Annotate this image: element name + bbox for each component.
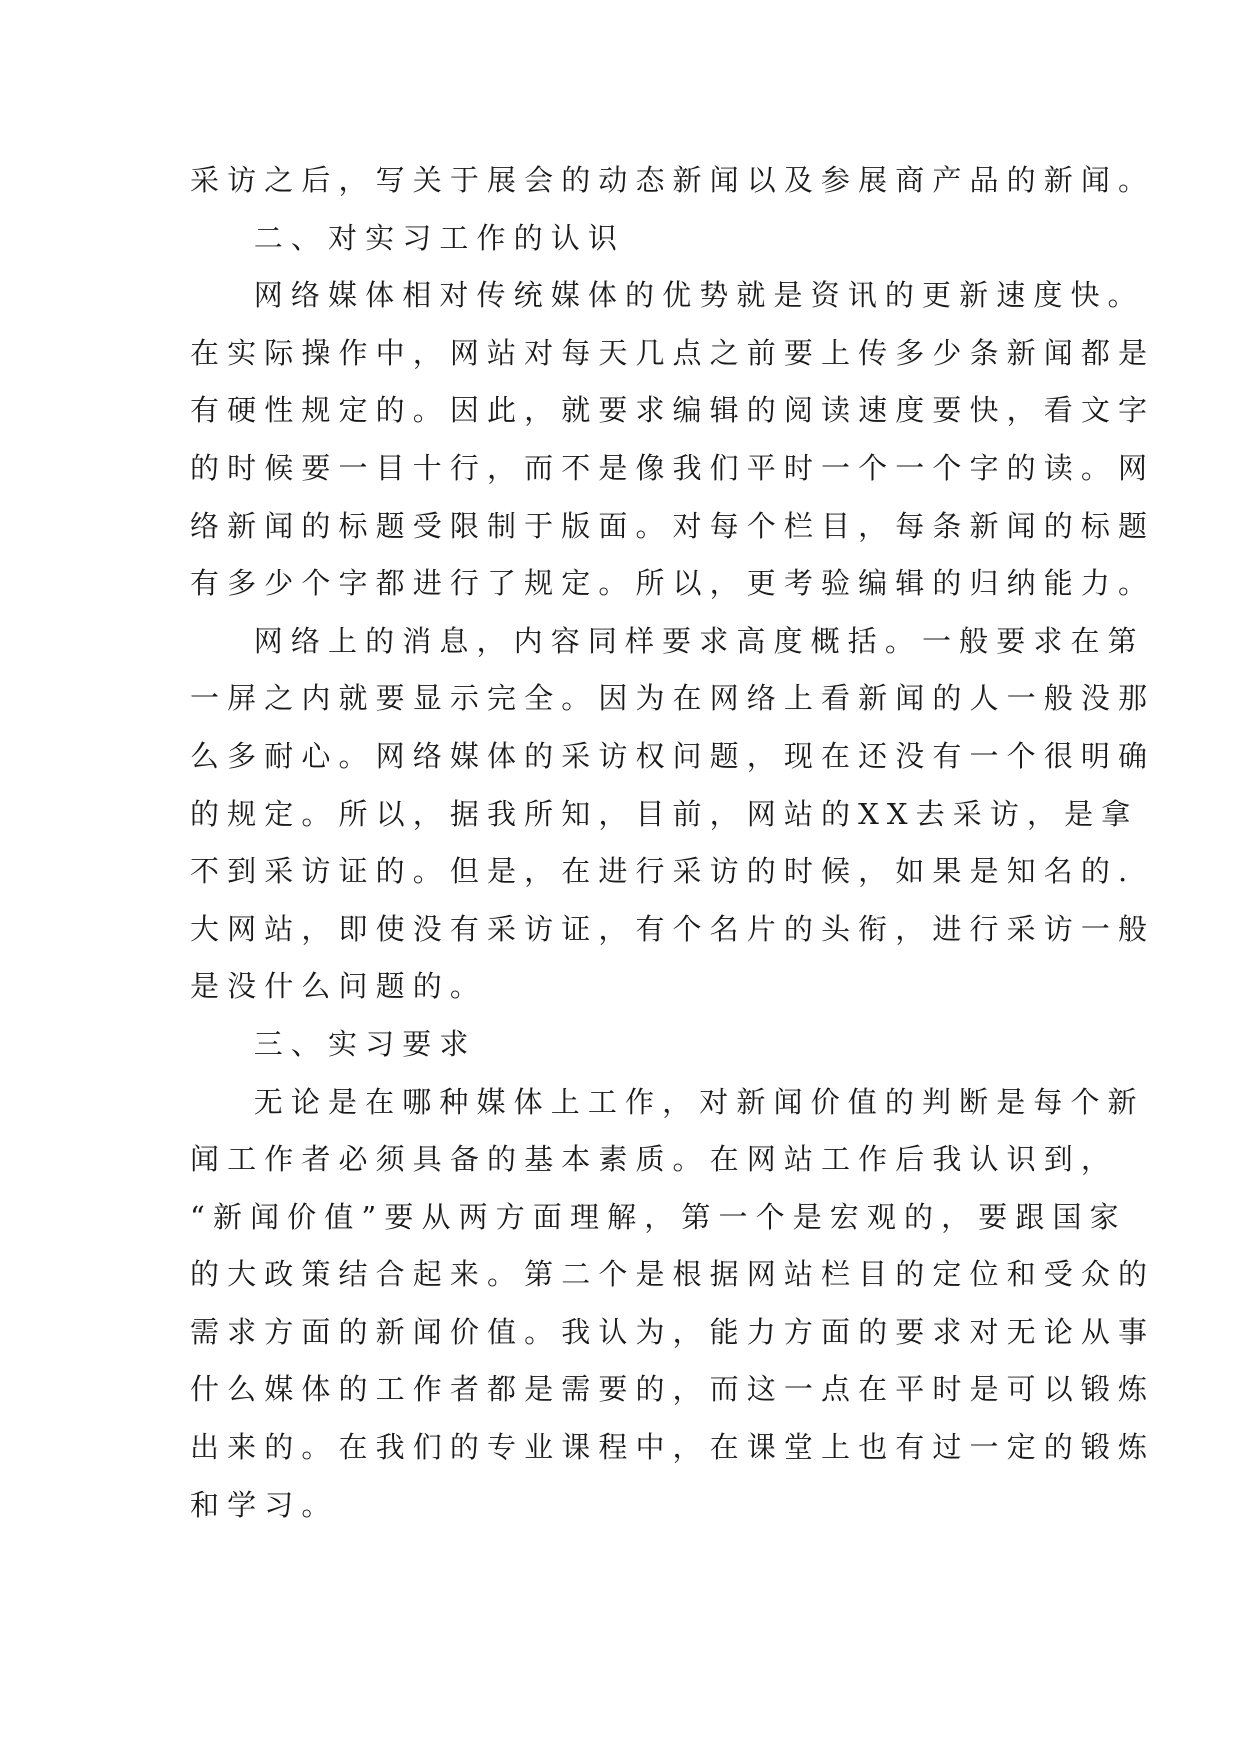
paragraph-line: 大网站，即使没有采访证，有个名片的头衔，进行采访一般 — [190, 911, 1156, 946]
document-body — [190, 152, 1156, 1534]
paragraph-line: 络新闻的标题受限制于版面。对每个栏目，每条新闻的标题 — [190, 508, 1156, 543]
paragraph-line: 网络媒体相对传统媒体的优势就是资讯的更新速度快。 — [253, 278, 1145, 313]
paragraph-line: 是没什么问题的。 — [190, 969, 487, 1004]
paragraph-line: 不到采访证的。但是，在进行采访的时候，如果是知名的. — [190, 854, 1136, 889]
paragraph-line: 一屏之内就要显示完全。因为在网络上看新闻的人一般没那 — [190, 681, 1156, 716]
paragraph-line: 的规定。所以，据我所知，目前，网站的XX去采访，是拿 — [190, 796, 1139, 831]
paragraph-line: 么多耐心。网络媒体的采访权问题，现在还没有一个很明确 — [190, 738, 1156, 773]
paragraph-line: “新闻价值”要从两方面理解，第一个是宏观的，要跟国家 — [190, 1199, 1127, 1234]
paragraph-line: 出来的。在我们的专业课程中，在课堂上也有过一定的锻炼 — [190, 1430, 1156, 1465]
paragraph-line: 的时候要一目十行，而不是像我们平时一个一个字的读。网 — [190, 450, 1156, 485]
section-heading-requirements: 三、实习要求 — [253, 1026, 477, 1061]
paragraph-line: 在实际操作中，网站对每天几点之前要上传多少条新闻都是 — [190, 335, 1156, 370]
paragraph-line: 和学习。 — [190, 1487, 339, 1522]
paragraph-line: 网络上的消息，内容同样要求高度概括。一般要求在第 — [253, 623, 1145, 658]
paragraph-line: 有多少个字都进行了规定。所以，更考验编辑的归纳能力。 — [190, 566, 1156, 601]
section-heading-understanding: 二、对实习工作的认识 — [253, 220, 625, 255]
paragraph-line: 闻工作者必须具备的基本素质。在网站工作后我认识到， — [190, 1142, 1119, 1177]
paragraph-line: 有硬性规定的。因此，就要求编辑的阅读速度要快，看文字 — [190, 393, 1156, 428]
paragraph-line: 需求方面的新闻价值。我认为，能力方面的要求对无论从事 — [190, 1314, 1156, 1349]
paragraph-line: 什么媒体的工作者都是需要的，而这一点在平时是可以锻炼 — [190, 1372, 1156, 1407]
paragraph-line: 采访之后，写关于展会的动态新闻以及参展商产品的新闻。 — [190, 163, 1156, 197]
paragraph-line: 无论是在哪种媒体上工作，对新闻价值的判断是每个新 — [253, 1084, 1145, 1119]
paragraph-line: 的大政策结合起来。第二个是根据网站栏目的定位和受众的 — [190, 1257, 1156, 1292]
